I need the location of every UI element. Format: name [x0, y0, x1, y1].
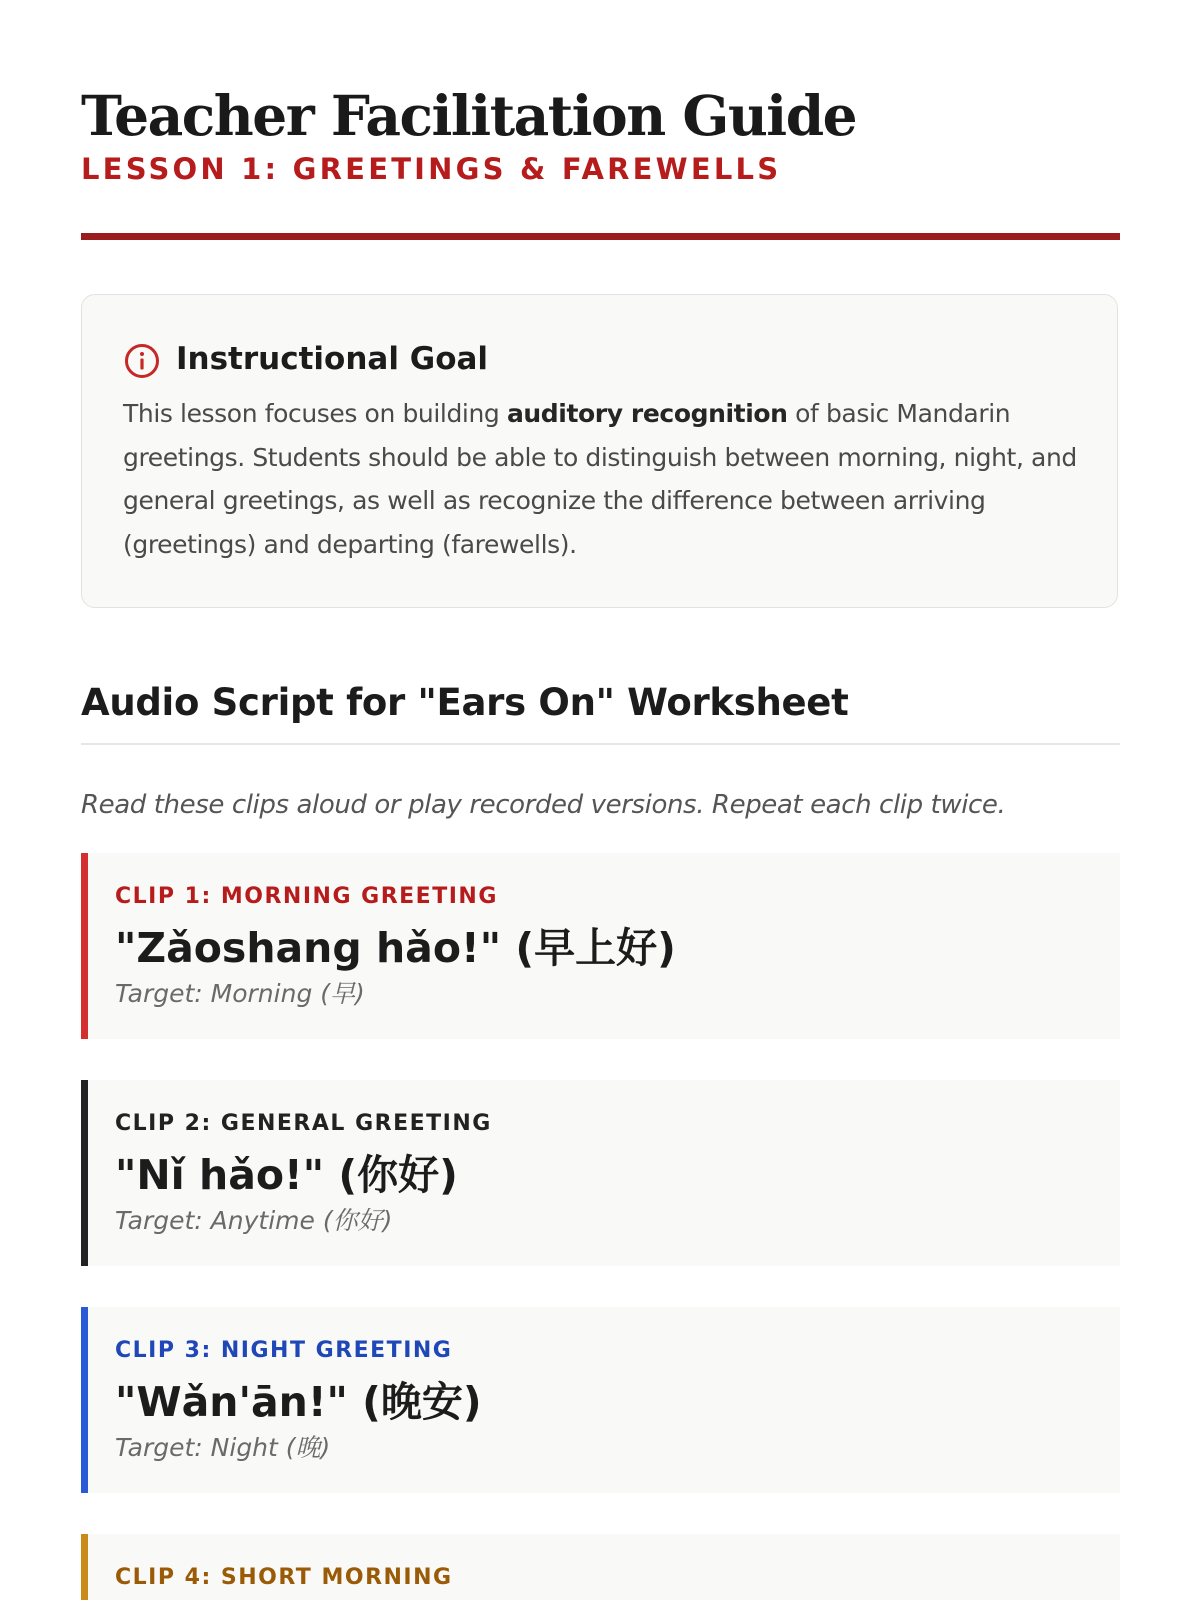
clip-phrase: "Zǎoshang hǎo!" (早上好) — [115, 924, 676, 972]
clip-card-2 — [81, 1080, 1120, 1266]
clip-label: CLIP 2: GENERAL GREETING — [115, 1111, 492, 1136]
clip-card-4 — [81, 1534, 1120, 1600]
clip-target: Target: Night (晚) — [115, 1433, 331, 1462]
audio-script-heading: Audio Script for "Ears On" Worksheet — [81, 681, 849, 724]
section-divider — [81, 743, 1120, 745]
page-title: Teacher Facilitation Guide — [81, 83, 857, 148]
clip-label: CLIP 3: NIGHT GREETING — [115, 1338, 453, 1363]
clip-label: CLIP 4: SHORT MORNING — [115, 1565, 453, 1590]
clip-target: Target: Anytime (你好) — [115, 1206, 393, 1235]
clip-card-3 — [81, 1307, 1120, 1493]
script-instructions: Read these clips aloud or play recorded versions. Repeat each clip twice. — [81, 790, 1006, 820]
instructional-goal-box — [81, 294, 1118, 608]
clip-card-1 — [81, 853, 1120, 1039]
info-circle-icon — [124, 343, 160, 379]
clip-target: Target: Morning (早) — [115, 979, 365, 1008]
goal-description: This lesson focuses on building auditory recognition of basic Mandarin greetings. Students should be able to distinguish between morning, night, and general greetings, as well as recognize the difference between arriving (greetings) and departing (farewells). — [123, 399, 1077, 559]
goal-emphasis: auditory recognition — [506, 399, 788, 428]
clip-phrase: "Nǐ hǎo!" (你好) — [115, 1151, 458, 1199]
clip-label: CLIP 1: MORNING GREETING — [115, 884, 498, 909]
title-divider — [81, 233, 1120, 240]
lesson-subtitle: LESSON 1: GREETINGS & FAREWELLS — [81, 152, 782, 186]
clip-phrase: "Wǎn'ān!" (晚安) — [115, 1378, 482, 1426]
goal-heading: Instructional Goal — [176, 341, 489, 377]
